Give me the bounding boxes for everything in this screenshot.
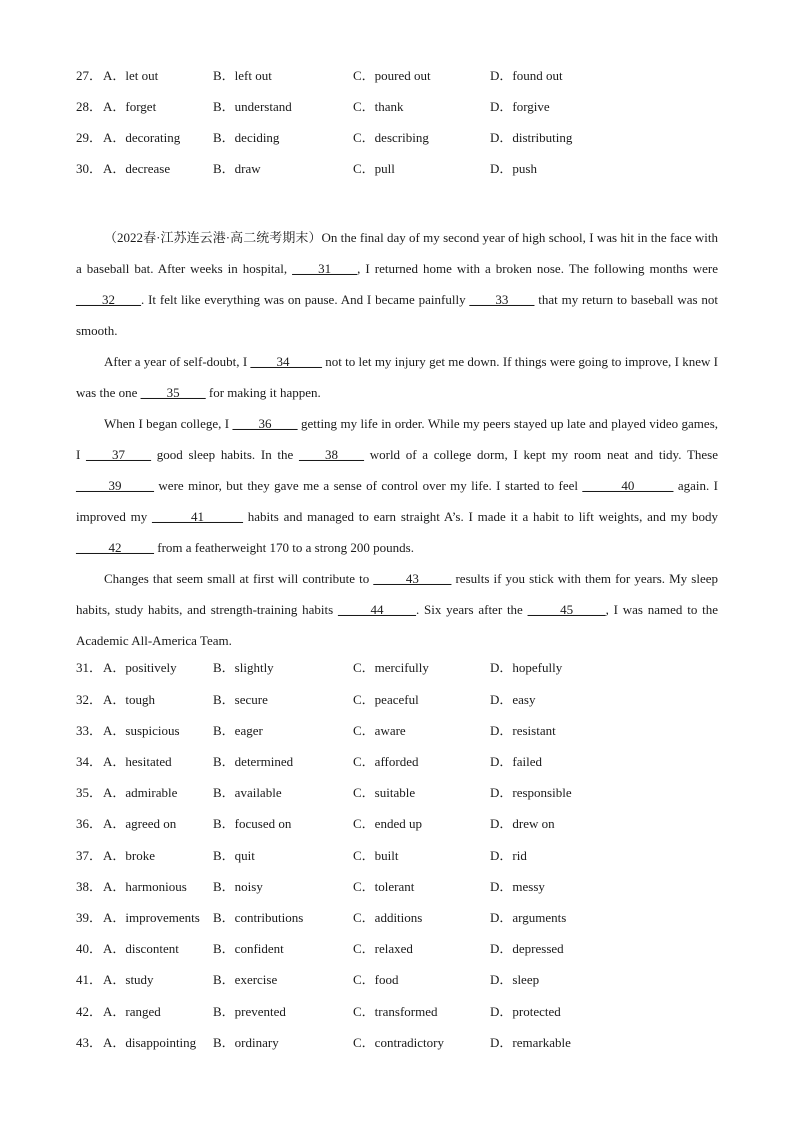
passage-paragraph-4 xyxy=(76,563,718,656)
question-number: 36． xyxy=(76,816,103,831)
option-c: C．built xyxy=(353,848,399,863)
option-b: B．draw xyxy=(213,161,261,176)
question-number: 31． xyxy=(76,660,103,675)
option-d: D．drew on xyxy=(490,816,555,831)
option-b: B．available xyxy=(213,785,282,800)
passage-text: getting my life in order. While my peers stayed up late and played video games, I xyxy=(76,416,719,462)
passage-paragraph-3 xyxy=(76,408,718,563)
option-d: D．depressed xyxy=(490,941,564,956)
option-a: A．broke xyxy=(103,848,155,863)
option-a: A．harmonious xyxy=(103,879,187,894)
option-a: A．tough xyxy=(103,692,156,707)
passage-text: , I was named to the Academic All-America Team. xyxy=(76,602,718,648)
option-b: B．ordinary xyxy=(213,1035,279,1050)
option-a: A．decorating xyxy=(103,130,181,145)
option-a: A．agreed on xyxy=(103,816,177,831)
passage-paragraph-2 xyxy=(76,346,718,408)
option-b: B．determined xyxy=(213,754,294,769)
option-c: C．tolerant xyxy=(353,879,415,894)
option-b: B．confident xyxy=(213,941,284,956)
passage-text: results if you stick with them for years. My sleep habits, study habits, and strength-training habits xyxy=(76,571,718,617)
option-b: B．secure xyxy=(213,692,268,707)
blank-37: ____37____ xyxy=(86,447,152,462)
question-number: 29． xyxy=(76,130,103,145)
option-a: A．positively xyxy=(103,660,177,675)
option-a: A．admirable xyxy=(103,785,178,800)
passage-text: world of a college dorm, I kept my room neat and tidy. These xyxy=(364,447,718,462)
option-b: B．contributions xyxy=(213,910,304,925)
option-d: D．rid xyxy=(490,848,527,863)
option-b: B．deciding xyxy=(213,130,280,145)
question-number: 28． xyxy=(76,99,103,114)
passage-text: On the final day of my second year of high school, I was hit in the face with a baseball bat. After weeks in hospital, xyxy=(76,230,718,276)
option-b: B．prevented xyxy=(213,1004,286,1019)
passage-text: Changes that seem small at first will contribute to xyxy=(104,571,374,586)
option-a: A．let out xyxy=(103,68,159,83)
question-number: 41． xyxy=(76,972,103,987)
passage-text: were minor, but they gave me a sense of control over my life. I started to feel xyxy=(154,478,583,493)
option-c: C．food xyxy=(353,972,399,987)
option-d: D．forgive xyxy=(490,99,550,114)
blank-45: _____45_____ xyxy=(527,602,606,617)
passage-text: for making it happen. xyxy=(205,385,321,400)
passage-text: not to let my injury get me down. If things were going to improve, I knew I was the one xyxy=(76,354,718,400)
option-c: C．additions xyxy=(353,910,423,925)
option-a: A．study xyxy=(103,972,154,987)
passage-text: . It felt like everything was on pause. And I became painfully xyxy=(141,292,470,307)
question-number: 30． xyxy=(76,161,103,176)
passage-text: from a featherweight 170 to a strong 200 pounds. xyxy=(154,540,414,555)
option-a: A．disappointing xyxy=(103,1035,197,1050)
question-number: 27． xyxy=(76,68,103,83)
option-d: D．hopefully xyxy=(490,660,563,675)
question-number: 32． xyxy=(76,692,103,707)
option-b: B．left out xyxy=(213,68,272,83)
option-b: B．quit xyxy=(213,848,255,863)
option-b: B．exercise xyxy=(213,972,278,987)
option-c: C．thank xyxy=(353,99,404,114)
blank-41: ______41______ xyxy=(151,509,243,524)
passage-text: that my return to baseball was not smooth. xyxy=(76,292,719,338)
question-number: 42． xyxy=(76,1004,103,1019)
question-number: 33． xyxy=(76,723,103,738)
option-c: C．mercifully xyxy=(353,660,429,675)
passage-text: , I returned home with a broken nose. The following months were xyxy=(357,261,718,276)
option-b: B．noisy xyxy=(213,879,263,894)
blank-32: ____32____ xyxy=(76,292,141,307)
blank-38: ____38____ xyxy=(299,447,365,462)
option-c: C．pull xyxy=(353,161,395,176)
option-d: D．messy xyxy=(490,879,545,894)
option-d: D．protected xyxy=(490,1004,561,1019)
question-number: 40． xyxy=(76,941,103,956)
passage-source: （2022春·江苏连云港·高二统考期末） xyxy=(104,230,322,245)
option-c: C．relaxed xyxy=(353,941,413,956)
option-d: D．responsible xyxy=(490,785,572,800)
option-c: C．suitable xyxy=(353,785,416,800)
option-a: A．forget xyxy=(103,99,157,114)
option-d: D．distributing xyxy=(490,130,573,145)
option-b: B．understand xyxy=(213,99,292,114)
option-b: B．slightly xyxy=(213,660,274,675)
option-d: D．easy xyxy=(490,692,536,707)
blank-33: ____33____ xyxy=(469,292,535,307)
option-a: A．improvements xyxy=(103,910,200,925)
option-d: D．arguments xyxy=(490,910,567,925)
option-a: A．suspicious xyxy=(103,723,180,738)
passage-text: again. I improved my xyxy=(76,478,718,524)
passage-text: When I began college, I xyxy=(104,416,233,431)
question-number: 39． xyxy=(76,910,103,925)
option-c: C．poured out xyxy=(353,68,431,83)
option-d: D．remarkable xyxy=(490,1035,571,1050)
option-a: A．discontent xyxy=(103,941,179,956)
option-d: D．resistant xyxy=(490,723,556,738)
cloze-passage xyxy=(76,222,718,656)
passage-text: habits and managed to earn straight A’s. I made it a habit to lift weights, and my body xyxy=(242,509,719,524)
option-a: A．decrease xyxy=(103,161,171,176)
option-b: B．focused on xyxy=(213,816,292,831)
option-c: C．transformed xyxy=(353,1004,438,1019)
option-d: D．found out xyxy=(490,68,563,83)
passage-text: After a year of self-doubt, I xyxy=(104,354,251,369)
blank-44: _____44_____ xyxy=(337,602,416,617)
option-c: C．contradictory xyxy=(353,1035,444,1050)
option-c: C．afforded xyxy=(353,754,419,769)
blank-39: _____39_____ xyxy=(76,478,154,493)
option-c: C．describing xyxy=(353,130,429,145)
option-c: C．ended up xyxy=(353,816,422,831)
option-d: D．push xyxy=(490,161,537,176)
blank-35: ____35____ xyxy=(140,385,206,400)
option-b: B．eager xyxy=(213,723,263,738)
option-d: D．sleep xyxy=(490,972,540,987)
option-c: C．aware xyxy=(353,723,406,738)
blank-43: _____43_____ xyxy=(373,571,452,586)
question-number: 35． xyxy=(76,785,103,800)
question-number: 38． xyxy=(76,879,103,894)
blank-36: ____36____ xyxy=(232,416,298,431)
option-a: A．ranged xyxy=(103,1004,161,1019)
question-number: 37． xyxy=(76,848,103,863)
question-number: 43． xyxy=(76,1035,103,1050)
blank-31: ____31____ xyxy=(292,261,358,276)
passage-text: . Six years after the xyxy=(415,602,528,617)
blank-42: _____42_____ xyxy=(76,540,154,555)
option-c: C．peaceful xyxy=(353,692,419,707)
option-a: A．hesitated xyxy=(103,754,172,769)
passage-text: good sleep habits. In the xyxy=(151,447,300,462)
passage-paragraph-1 xyxy=(76,222,718,346)
blank-40: ______40______ xyxy=(582,478,674,493)
option-d: D．failed xyxy=(490,754,542,769)
question-number: 34． xyxy=(76,754,103,769)
blank-34: ____34_____ xyxy=(250,354,322,369)
